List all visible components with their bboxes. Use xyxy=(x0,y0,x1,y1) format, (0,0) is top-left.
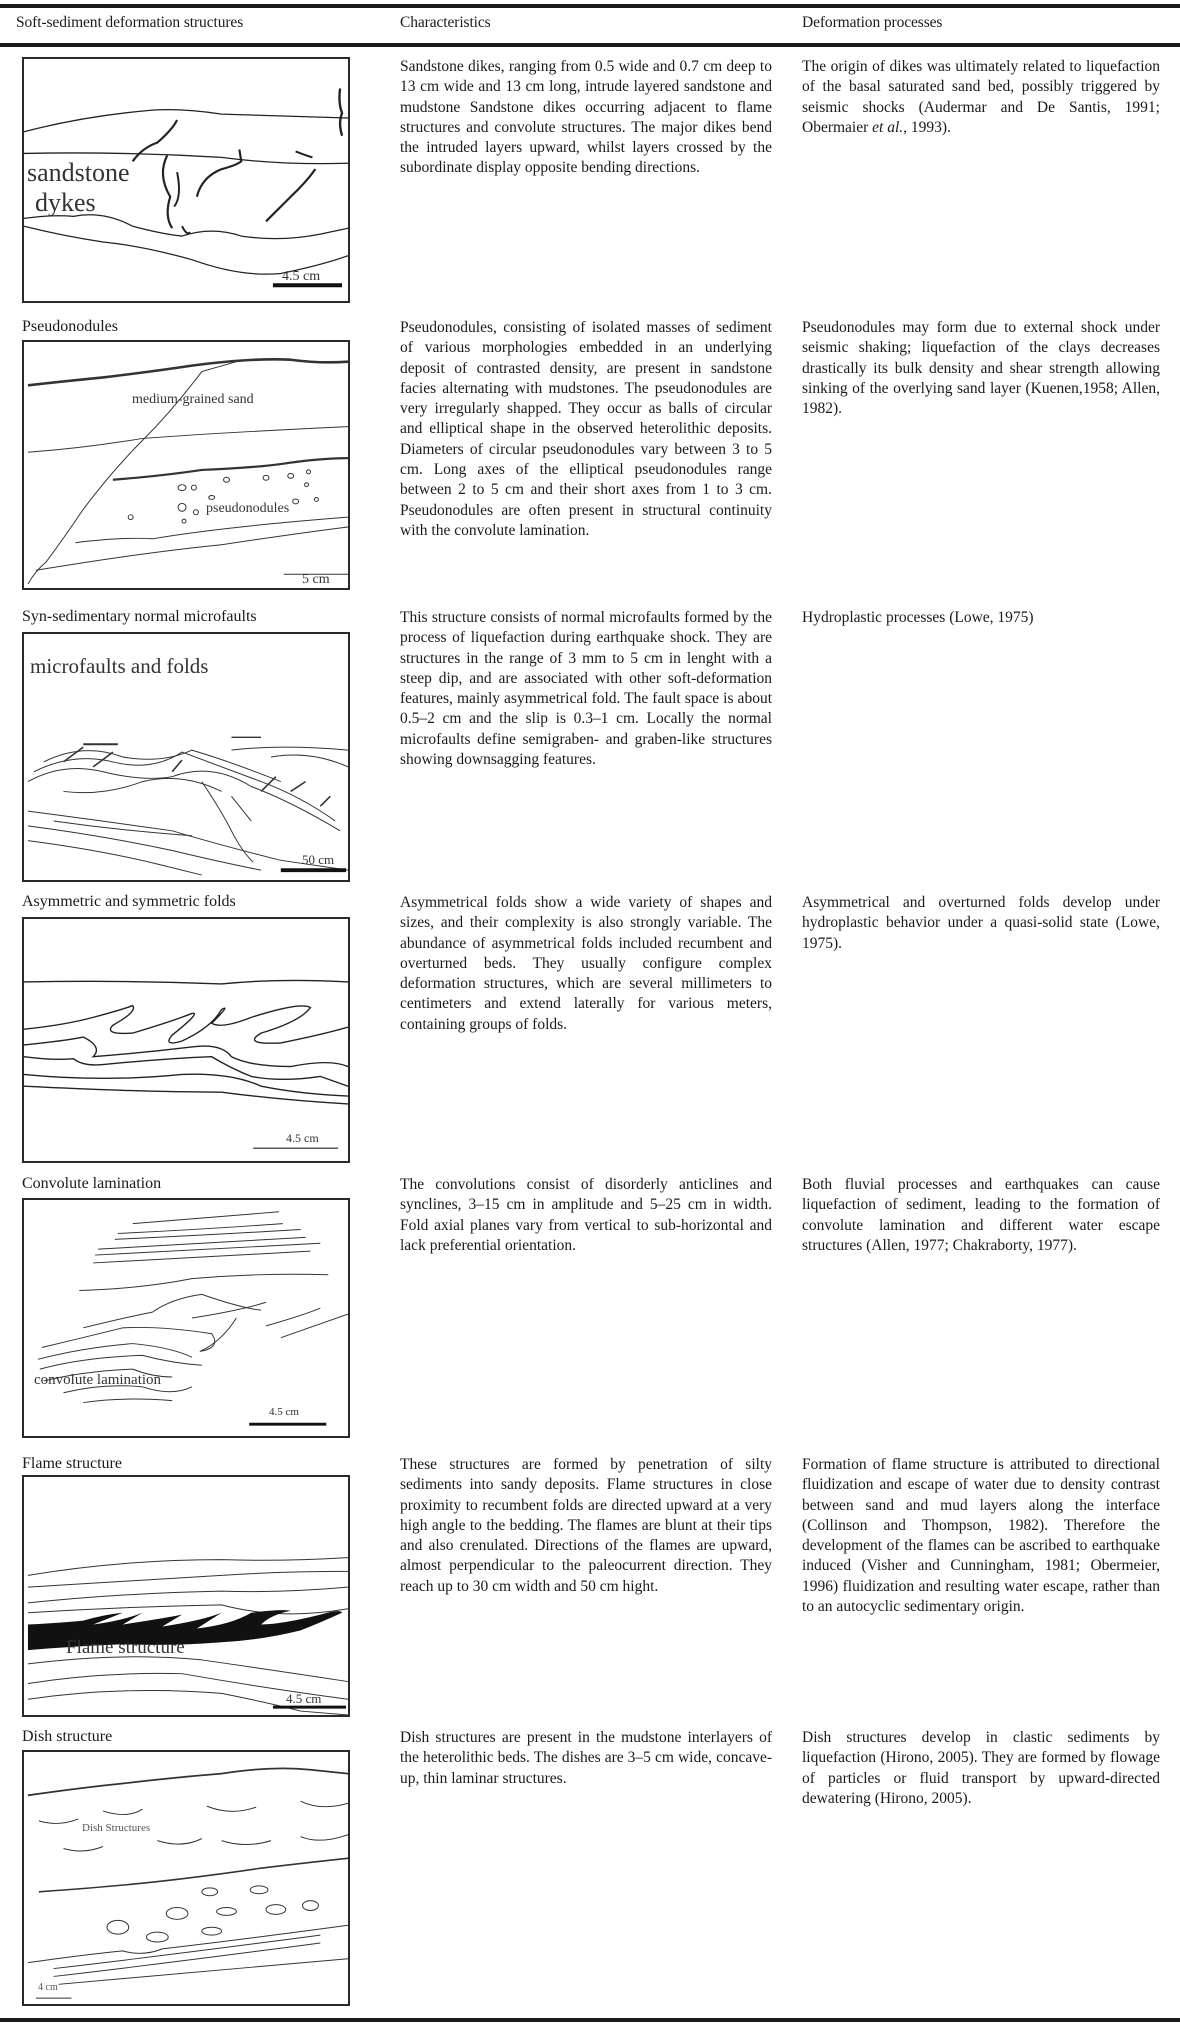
folds-drawing xyxy=(24,919,348,1161)
characteristics-cell: These structures are formed by penetration of silty sediments into sandy deposits. Flame structures in close proximity to recumbent folds are directed upward at a very high angle to the bedding. The flames are blunt at their tips and also crenulated. Directions of the flames are upward, almost perpendicular to the paleocurrent direction. They reach up to 30 cm width and 50 cm hight. xyxy=(400,1456,772,1595)
row-label: Asymmetric and symmetric folds xyxy=(22,893,236,910)
processes-cell: Formation of flame structure is attributed to directional fluidization and escape of water due to density contrast between sand and mud layers along the interface (Collinson and Thompson, 1982). Therefore the development of the flames can be ascribed to earthquake induced (Visher and Cunningham, 1981; Obermeier, 1996) fluidization and resulting water escape, rather than to an autocyclic sedimentary origin. xyxy=(802,1456,1160,1616)
processes-cell: Both fluvial processes and earthquakes can cause liquefaction of sediment, leading to the formation of convolute lamination and different water escape structures (Allen, 1977; Chakraborty, 1977). xyxy=(802,1176,1160,1254)
row-label: Flame structure xyxy=(22,1455,122,1472)
pseudonodules-drawing xyxy=(24,342,348,588)
figure-caption: convolute lamination xyxy=(34,1372,162,1388)
scale-label: 5 cm xyxy=(302,572,330,587)
characteristics-cell: The convolutions consist of disorderly anticlines and synclines, 3–15 cm in amplitude and 5–25 cm in width. Fold axial planes vary from vertical to sub-horizontal and lack preferential orientation. xyxy=(400,1176,772,1254)
figure-caption: Flame structure xyxy=(66,1637,185,1658)
microfaults-figure xyxy=(22,632,350,882)
convolute-lamination-figure xyxy=(22,1198,350,1438)
dish-structure-figure xyxy=(22,1750,350,2006)
processes-cell: The origin of dikes was ultimately related to liquefaction of the basal saturated sand bed, possibly triggered by seismic shocks (Audermar and De Santis, 1991; Obermaier et al., 1993). xyxy=(802,58,1160,136)
row-label: Pseudonodules xyxy=(22,318,118,335)
characteristics-cell: Asymmetrical folds show a wide variety of shapes and sizes, and their complexity is also strongly variable. The abundance of asymmetrical folds included recumbent and overturned beds. They usually configure complex deformation structures, which are several millimeters to centimeters and extend laterally for various meters, containing groups of folds. xyxy=(400,894,772,1033)
header-processes: Deformation processes xyxy=(802,14,943,31)
convolute-lamination-drawing xyxy=(24,1200,348,1436)
scale-label: 4.5 cm xyxy=(286,1131,319,1145)
processes-cell: Dish structures develop in clastic sediments by liquefaction (Hirono, 2005). They are formed by flowage of particles or fluid transport by upward-directed dewatering (Hirono, 2005). xyxy=(802,1729,1160,1807)
pseudonodules-figure xyxy=(22,340,350,590)
characteristics-cell: Pseudonodules, consisting of isolated masses of sediment of various morphologies embedded in an underlying deposit of contrasted density, are present in sandstone facies alternating with mudstones. The pseudonodules are very irregularly shapped. They occur as balls of circular and elliptical shape in the observed heterolithic deposits. Diameters of circular pseudonodules vary between 3 to 5 cm. Long axes of the elliptical pseudonodules range between 2 to 5 cm and their short axes from 1 to 3 cm. Pseudonodules are often present in structural continuity with the convolute lamination. xyxy=(400,319,772,539)
table-header-rule xyxy=(0,43,1180,47)
characteristics-cell: Dish structures are present in the mudstone interlayers of the heterolithic beds. The dishes are 3–5 cm wide, concave-up, thin laminar structures. xyxy=(400,1729,772,1787)
flame-structure-figure xyxy=(22,1475,350,1717)
row-label: Dish structure xyxy=(22,1728,113,1745)
characteristics-cell: Sandstone dikes, ranging from 0.5 wide and 0.7 cm deep to 13 cm wide and 13 cm long, intrude layered sandstone and mudstone Sandstone dikes occurring adjacent to flame structures and convolute structures. The major dikes bend the intruded layers upward, whilst layers crossed by the subordinate display opposite bending directions. xyxy=(400,58,772,177)
dish-structure-drawing xyxy=(24,1752,348,2004)
flame-structure-drawing xyxy=(24,1477,348,1715)
scale-label: 50 cm xyxy=(302,852,335,867)
figure-caption: sandstone dykes xyxy=(27,158,130,217)
scale-label: 4.5 cm xyxy=(282,269,321,284)
table-top-rule xyxy=(0,4,1180,8)
row-label: Convolute lamination xyxy=(22,1175,162,1192)
scale-label: 4.5 cm xyxy=(269,1406,299,1418)
scale-label: 4 cm xyxy=(38,1982,58,1993)
processes-cell: Asymmetrical and overturned folds develop under hydroplastic behavior under a quasi-solid state (Lowe, 1975). xyxy=(802,894,1160,952)
sandstone-dykes-figure xyxy=(22,57,350,303)
figure-caption-bottom: pseudonodules xyxy=(206,501,290,516)
characteristics-cell: This structure consists of normal microfaults formed by the process of liquefaction during earthquake shock. They are structures in the range of 3 mm to 5 cm in lenght with a steep dip, and are associated with other soft-deformation features, mainly asymmetrical fold. The fault space is about 0.5–2 cm and the slip is 0.3–1 cm. Locally the normal microfaults define semigraben- and graben-like structures showing downsagging features. xyxy=(400,609,772,769)
figure-caption-top: medium-grained sand xyxy=(132,392,254,407)
table-bottom-rule xyxy=(0,2018,1180,2022)
figure-caption: microfaults and folds xyxy=(30,654,209,678)
header-structures: Soft-sediment deformation structures xyxy=(16,14,244,31)
figure-caption: Dish Structures xyxy=(82,1822,151,1834)
folds-figure xyxy=(22,917,350,1163)
row-label: Syn-sedimentary normal microfaults xyxy=(22,608,257,625)
header-characteristics: Characteristics xyxy=(400,14,491,31)
processes-cell: Hydroplastic processes (Lowe, 1975) xyxy=(802,609,1034,626)
processes-cell: Pseudonodules may form due to external shock under seismic shaking; liquefaction of the clays decreases drastically its bulk density and shear strength allowing sinking of the overlying sand layer (Kuenen,1958; Allen, 1982). xyxy=(802,319,1160,418)
scale-label: 4.5 cm xyxy=(286,1691,322,1706)
